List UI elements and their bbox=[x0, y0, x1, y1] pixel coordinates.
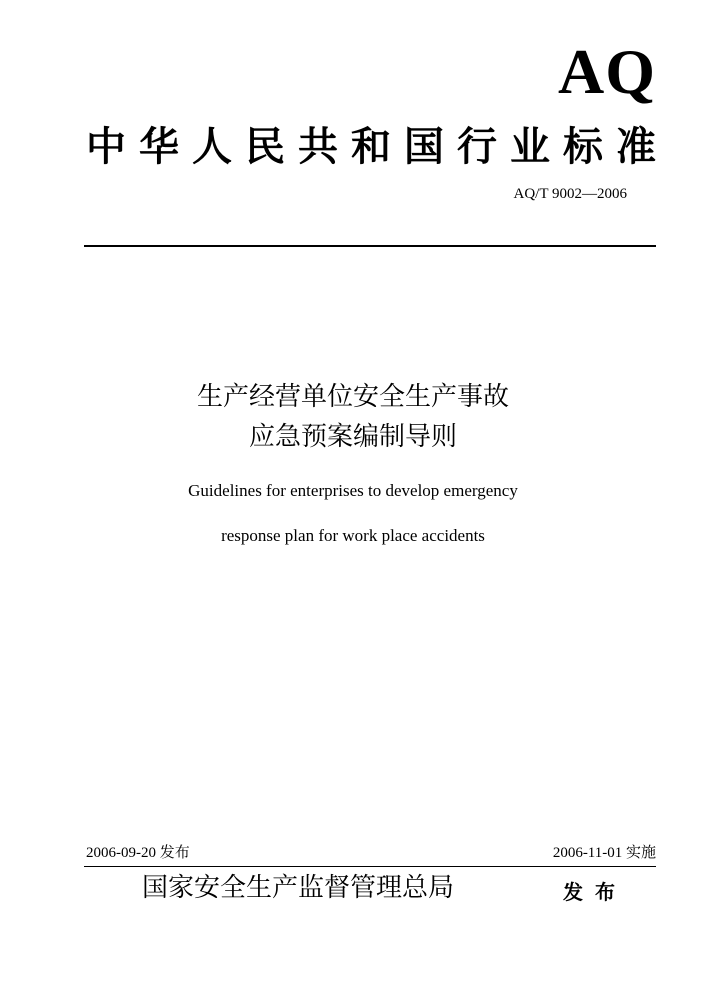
category-mark: AQ bbox=[558, 36, 656, 107]
standard-number: AQ/T 9002—2006 bbox=[513, 186, 627, 202]
document-title-cn-line1: 生产经营单位安全生产事故 bbox=[196, 382, 509, 412]
implementation-date: 2006-11-01 实施 bbox=[552, 845, 656, 861]
footer-divider bbox=[84, 866, 656, 867]
document-title-cn-line2: 应急预案编制导则 bbox=[248, 422, 457, 452]
document-title-en-line2: response plan for work place accidents bbox=[221, 526, 485, 545]
publish-label: 发布 bbox=[563, 880, 627, 904]
issue-date: 2006-09-20 发布 bbox=[86, 845, 190, 861]
document-title-en-line1: Guidelines for enterprises to develop emergency bbox=[188, 481, 518, 500]
header-divider bbox=[84, 245, 656, 247]
issuing-authority: 国家安全生产监督管理总局 bbox=[142, 873, 455, 903]
national-standard-title: 中华人民共和国行业标准 bbox=[86, 123, 656, 170]
